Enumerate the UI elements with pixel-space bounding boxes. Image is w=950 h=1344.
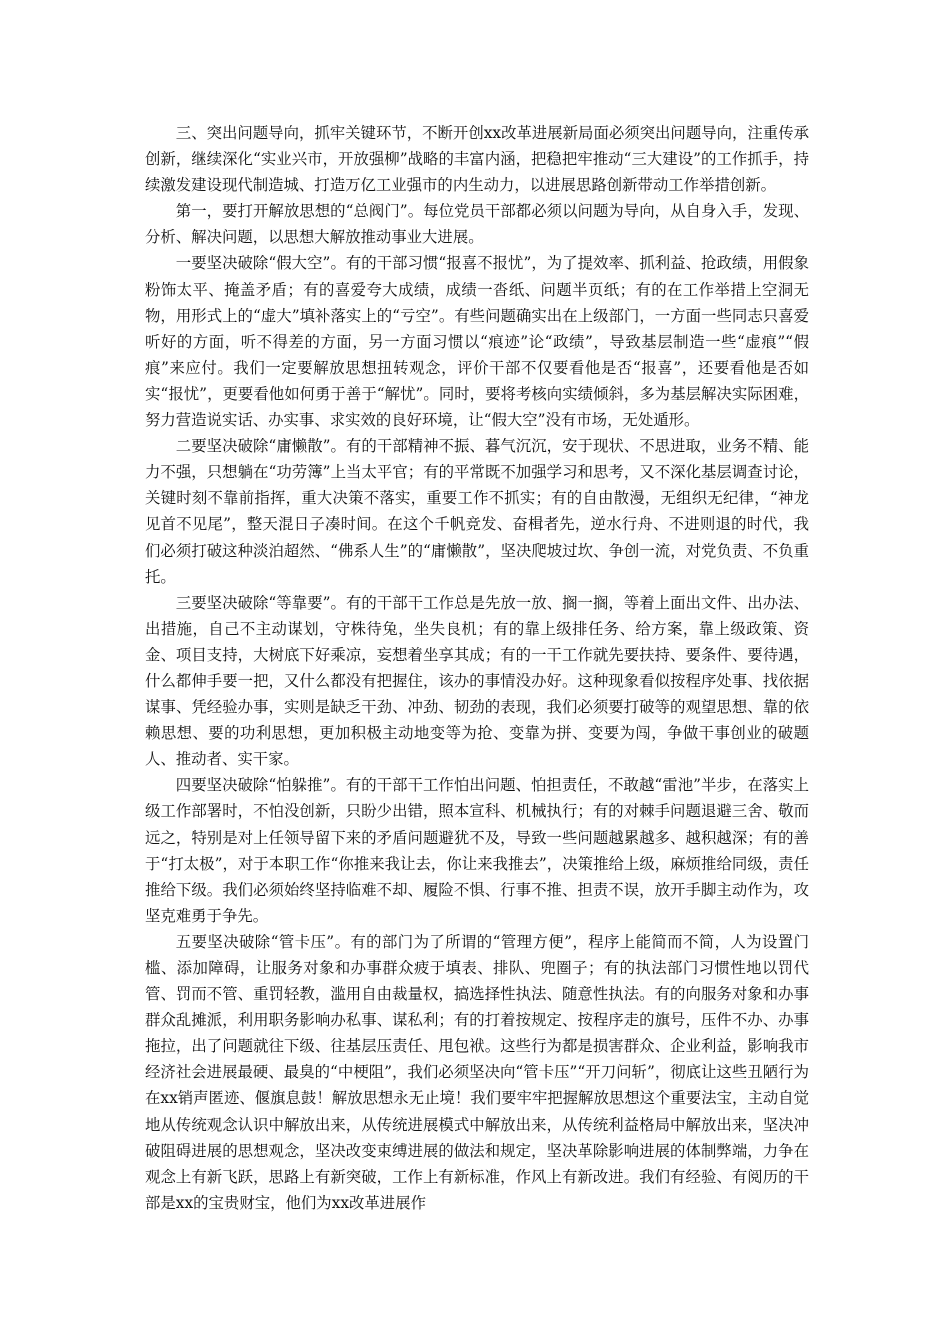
paragraph-item-five: 五要坚决破除“管卡压”。有的部门为了所谓的“管理方便”，程序上能简而不简，人为设置门槛、添加障碍，让服务对象和办事群众疲于填表、排队、兜圈子；有的执法部门习惯性地以罚代管、罚而不管、重罚轻教，滥用自由裁量权，搞选择性执法、随意性执法。有的向服务对象和办事群众乱摊派，利用职务影响办私事、谋私利；有的打着按规定、按程序走的旗号，压件不办、办事拖拉，出了问题就往下级、往基层压责任、甩包袱。这些行为都是损害群众、企业利益，影响我市经济社会进展最硬、最臭的“中梗阻”，我们必须坚决向“管卡压”“开刀问斩”，彻底让这些丑陋行为在xx销声匿迹、偃旗息鼓！解放思想永无止境！我们要牢牢把握解放思想这个重要法宝，主动自觉地从传统观念认识中解放出来，从传统进展模式中解放出来，从传统利益格局中解放出来，坚决冲破阻碍进展的思想观念，坚决改变束缚进展的做法和规定，坚决革除影响进展的体制弊端，力争在观念上有新飞跃，思路上有新突破，工作上有新标准，作风上有新改进。我们有经验、有阅历的干部是xx的宝贵财宝，他们为xx改革进展作 xyxy=(145,932,809,1212)
paragraph-item-two: 二要坚决破除“庸懒散”。有的干部精神不振、暮气沉沉，安于现状、不思进取，业务不精、能力不强，只想躺在“功劳簿”上当太平官；有的平常既不加强学习和思考，又不深化基层调查讨论，关键时刻不靠前指挥，重大决策不落实，重要工作不抓实；有的自由散漫，无组织无纪律，“神龙见首不见尾”，整天混日子凑时间。在这个千帆竞发、奋楫者先，逆水行舟、不进则退的时代，我们必须打破这种淡泊超然、“佛系人生”的“庸懒散”，坚决爬坡过坎、争创一流，对党负责、不负重托。 xyxy=(145,437,809,586)
paragraph-item-one: 一要坚决破除“假大空”。有的干部习惯“报喜不报忧”，为了提效率、抓利益、抢政绩，用假象粉饰太平、掩盖矛盾；有的喜爱夸大成绩，成绩一沓纸、问题半页纸；有的在工作举措上空洞无物，用形式上的“虚大”填补落实上的“亏空”。有些问题确实出在上级部门，一方面一些同志只喜爱听好的方面，听不得差的方面，另一方面习惯以“痕迹”论“政绩”，导致基层制造一些“虚痕”“假痕”来应付。我们一定要解放思想扭转观念，评价干部不仅要看他是否“报喜”，还要看他是否如实“报忧”，更要看他如何勇于善于“解忧”。同时，要将考核向实绩倾斜，多为基层解决实际困难，努力营造说实话、办实事、求实效的良好环境，让“假大空”没有市场，无处遁形。 xyxy=(145,254,809,430)
paragraph-item-three: 三要坚决破除“等靠要”。有的干部干工作总是先放一放、搁一搁，等着上面出文件、出办法、出措施，自己不主动谋划，守株待兔，坐失良机；有的靠上级排任务、给方案，靠上级政策、资金、项目支持，大树底下好乘凉，妄想着坐享其成；有的一干工作就先要扶持、要条件、要待遇，什么都伸手要一把，又什么都没有把握住，该办的事情没办好。这种现象看似按程序处事、找依据谋事、凭经验办事，实则是缺乏干劲、冲劲、韧劲的表现，我们必须要打破等的观望思想、靠的依赖思想、要的功利思想，更加积极主动地变等为抢、变靠为拼、变要为闯，争做干事创业的破题人、推动者、实干家。 xyxy=(145,593,809,769)
paragraph-item-four: 四要坚决破除“怕躲推”。有的干部干工作怕出问题、怕担责任，不敢越“雷池”半步，在落实上级工作部署时，不怕没创新，只盼少出错，照本宣科、机械执行；有的对棘手问题退避三舍、敬而远之，特别是对上任领导留下来的矛盾问题避犹不及，导致一些问题越累越多、越积越深；有的善于“打太极”，对于本职工作“你推来我让去，你让来我推去”，决策推给上级，麻烦推给同级，责任推给下级。我们必须始终坚持临难不却、履险不惧、行事不推、担责不误，放开手脚主动作为，攻坚克难勇于争先。 xyxy=(145,776,809,925)
paragraph-first-point: 第一，要打开解放思想的“总阀门”。每位党员干部都必须以问题为导向，从自身入手，发现、分析、解决问题，以思想大解放推动事业大进展。 xyxy=(145,202,809,247)
paragraph-section-three: 三、突出问题导向，抓牢关键环节，不断开创xx改革进展新局面必须突出问题导向，注重传承创新，继续深化“实业兴市，开放强柳”战略的丰富内涵，把稳把牢推动“三大建设”的工作抓手，持续激发建设现代制造城、打造万亿工业强市的内生动力，以进展思路创新带动工作举措创新。 xyxy=(145,124,809,195)
document-body xyxy=(145,120,809,1216)
